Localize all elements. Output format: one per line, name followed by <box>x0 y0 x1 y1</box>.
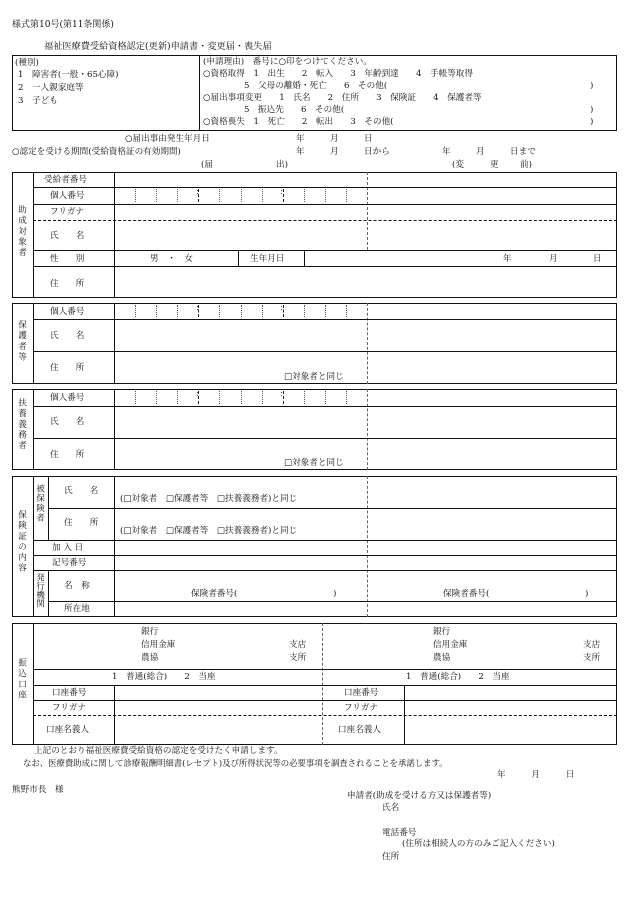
applicant-label: 申請者(助成を受ける方又は保護者等) <box>347 791 492 801</box>
subject-row-line <box>33 266 617 267</box>
insurer-number-label-changed: 保険者番号( <box>443 589 490 599</box>
declaration-line-1: 上記のとおり福祉医療費受給資格の認定を受けたく申請します。 <box>34 746 283 756</box>
supporter-mid-divider <box>367 389 368 470</box>
notified-header-open: (届 <box>201 160 213 170</box>
account-type-changed[interactable]: 1 普通(総合) 2 当座 <box>406 672 510 682</box>
insurer-number-close: ) <box>333 589 337 599</box>
bank-side-label: 振込口座 <box>16 658 27 701</box>
subject-birth-year: 年 <box>503 254 512 264</box>
mynumber-group-mark: ∶ <box>196 304 199 313</box>
issuer-side-divider <box>48 570 49 617</box>
subject-row-line <box>33 220 617 221</box>
period-from-day: 日から <box>364 147 390 157</box>
reason-header: (申請理由) 番号に○印をつけてください。 <box>203 57 372 67</box>
mynumber-cell-separator <box>346 391 347 404</box>
insurer-number-close-changed: ) <box>585 589 589 599</box>
mynumber-cell-separator <box>156 305 157 317</box>
account-kana-label: フリガナ <box>52 703 86 713</box>
insurance-side-divider <box>33 476 34 617</box>
bank-row-line <box>33 700 617 701</box>
changed-header-open: (変 <box>452 160 464 170</box>
bank-type-agri-changed[interactable]: 農協 <box>433 653 451 663</box>
insurance-row-line <box>33 555 617 556</box>
event-year: 年 <box>296 134 305 144</box>
subject-birth-month: 月 <box>549 254 558 264</box>
subject-address-label: 住 所 <box>50 279 85 289</box>
reason-line-loss[interactable]: ○資格喪失 1 死亡 2 転出 3 その他( <box>203 117 394 127</box>
mynumber-cell-separator <box>198 391 199 404</box>
insurance-mid-divider <box>367 476 368 617</box>
mynumber-cell-separator <box>135 305 136 317</box>
applicant-address-label: 住所 <box>382 852 400 862</box>
reason-close-paren: ) <box>590 117 594 127</box>
insured-name-label: 氏 名 <box>64 486 99 496</box>
category-header: (種別) <box>15 58 39 68</box>
subject-kana-label: フリガナ <box>50 207 84 217</box>
mynumber-cell-separator <box>156 391 157 404</box>
mynumber-cell-separator <box>219 391 220 404</box>
declaration-line-2: なお、医療費助成に関して診療報酬明細書(レセプト)及び所得状況等の必要事項を調査されることを承諾します。 <box>23 758 448 768</box>
mynumber-group-mark: ∶ <box>280 390 283 399</box>
mynumber-cell-separator <box>156 189 157 202</box>
mynumber-cell-separator <box>325 391 326 404</box>
subject-birth-label: 生年月日 <box>250 254 285 264</box>
account-type[interactable]: 1 普通(総合) 2 当座 <box>112 672 216 682</box>
mynumber-cell-separator <box>198 305 199 317</box>
reason-close-paren: ) <box>590 105 594 115</box>
supporter-same-checkbox[interactable]: □対象者と同じ <box>284 458 344 468</box>
bank-type-agri[interactable]: 農協 <box>141 653 159 663</box>
bank-row-line <box>33 669 617 670</box>
subject-mid-divider <box>367 172 368 250</box>
bank-row-line <box>33 685 617 686</box>
changed-header-close: 前) <box>520 160 532 170</box>
bank-type-bank-changed[interactable]: 銀行 <box>433 627 451 637</box>
mynumber-cell-separator <box>241 305 242 317</box>
mynumber-cell-separator <box>325 305 326 317</box>
insurance-section <box>12 476 617 617</box>
bank-type-credit-changed[interactable]: 信用金庫 <box>433 640 468 650</box>
mynumber-cell-separator <box>135 391 136 404</box>
mynumber-group-mark: ∶ <box>280 188 283 197</box>
mynumber-cell-separator <box>219 305 220 317</box>
reason-line-change-2[interactable]: 5 振込先 6 その他( <box>244 105 345 115</box>
insurance-row-line <box>33 570 617 571</box>
insured-side-label: 被保険者 <box>34 484 45 523</box>
mynumber-cell-separator <box>262 391 263 404</box>
mynumber-cell-separator <box>219 189 220 202</box>
mynumber-group-mark: ∶ <box>280 304 283 313</box>
mynumber-cell-separator <box>304 189 305 202</box>
applicant-address-note: (住所は相続人の方のみご記入ください) <box>402 839 555 849</box>
insured-address-label: 住 所 <box>64 518 99 528</box>
insured-name-same-options[interactable]: (□対象者 □保護者等 □扶養義務者)と同じ <box>120 494 298 504</box>
mynumber-group-mark: ∶ <box>196 188 199 197</box>
period-to-year: 年 <box>442 147 451 157</box>
account-holder-label: 口座名義人 <box>46 725 89 735</box>
mynumber-cell-separator <box>280 304 284 317</box>
mynumber-cell-separator <box>262 305 263 317</box>
guardian-name-label: 氏 名 <box>50 331 85 341</box>
event-date-label: ○届出事由発生年月日 <box>125 134 210 144</box>
symbol-number-label: 記号番号 <box>52 558 87 568</box>
insurance-row-line <box>33 540 617 541</box>
bank-branch-office[interactable]: 支所 <box>289 653 307 663</box>
guardian-mynumber-cells[interactable] <box>114 303 367 319</box>
supporter-name-label: 氏 名 <box>50 417 85 427</box>
insurance-label-divider <box>114 476 115 617</box>
supporter-mynumber-cells[interactable] <box>114 389 367 406</box>
issuer-name-label: 名 称 <box>64 581 90 591</box>
bank-section <box>12 623 617 745</box>
mynumber-cell-separator <box>177 189 178 202</box>
mynumber-cell-separator <box>177 305 178 317</box>
bank-branch-changed[interactable]: 支店 <box>583 640 601 650</box>
mynumber-cell-separator <box>280 188 284 202</box>
subject-sex-options[interactable]: 男 ・ 女 <box>150 254 193 264</box>
bank-type-credit[interactable]: 信用金庫 <box>141 640 176 650</box>
period-to-month: 月 <box>476 147 485 157</box>
event-day: 日 <box>364 134 373 144</box>
subject-name-label: 氏 名 <box>50 231 85 241</box>
supporter-address-label: 住 所 <box>50 450 85 460</box>
subject-birth-day: 日 <box>593 254 602 264</box>
insurance-side-label: 保険証の内容 <box>16 510 27 574</box>
category-item-1: 1 障害者(一般・65心障) <box>18 70 119 80</box>
mynumber-group-mark: ∶ <box>196 390 199 399</box>
mynumber-cell-separator <box>325 189 326 202</box>
account-number-label-changed: 口座番号 <box>344 688 379 698</box>
guardian-row-line <box>33 351 617 352</box>
period-label: ○認定を受ける期間(受給資格証の有効期間) <box>12 147 181 157</box>
guardian-mynumber-label: 個人番号 <box>50 307 85 317</box>
category-item-3: 3 子ども <box>18 96 58 106</box>
addressee: 熊野市長 様 <box>12 785 64 795</box>
bank-row-line <box>33 715 617 716</box>
supporter-row-line <box>33 438 617 439</box>
mynumber-cell-separator <box>304 391 305 404</box>
period-from-year: 年 <box>296 147 305 157</box>
subject-side-divider <box>33 172 34 298</box>
notified-header-close: 出) <box>276 160 288 170</box>
form-title: 福祉医療費受給資格認定(更新)申請書・変更届・喪失届 <box>44 41 272 52</box>
guardian-address-label: 住 所 <box>50 363 85 373</box>
bank-side-divider <box>33 623 34 745</box>
period-to-day: 日まで <box>510 147 536 157</box>
category-item-2: 2 一人親家庭等 <box>18 83 84 93</box>
mynumber-cell-separator <box>177 391 178 404</box>
supporter-row-line <box>33 406 617 407</box>
mynumber-cell-separator <box>135 189 136 202</box>
guardian-side-divider <box>33 303 34 384</box>
guardian-row-line <box>33 319 617 320</box>
subject-row-line <box>33 204 617 205</box>
mynumber-cell-separator <box>280 390 284 404</box>
account-kana-label-changed: フリガナ <box>344 703 378 713</box>
join-date-label: 加 入 日 <box>52 543 84 553</box>
reason-line-acquire-2[interactable]: 5 父母の離婚・死亡 6 その他( <box>244 81 388 91</box>
insurance-row-line <box>48 508 617 509</box>
period-from-month: 月 <box>330 147 339 157</box>
bank-type-bank[interactable]: 銀行 <box>141 627 159 637</box>
event-month: 月 <box>330 134 339 144</box>
supporter-side-divider <box>33 389 34 470</box>
applicant-name-label: 氏名 <box>382 803 400 813</box>
reason-line-change[interactable]: ○届出事項変更 1 氏名 2 住所 3 保険証 4 保護者等 <box>203 93 482 103</box>
applicant-phone-label: 電話番号 <box>382 828 417 838</box>
insured-address-same-options[interactable]: (□対象者 □保護者等 □扶養義務者)と同じ <box>120 526 298 536</box>
mynumber-cell-separator <box>262 189 263 202</box>
declaration-date: 年 月 日 <box>497 770 575 780</box>
supporter-mynumber-label: 個人番号 <box>50 393 85 403</box>
form-number: 様式第10号(第11条関係) <box>12 20 114 30</box>
guardian-mid-divider <box>367 303 368 384</box>
subject-side-label: 助成対象者 <box>16 205 27 258</box>
mynumber-cell-separator <box>304 305 305 317</box>
subject-mynumber-label: 個人番号 <box>50 191 85 201</box>
subject-sex-divider <box>238 250 239 266</box>
insurer-number-label: 保険者番号( <box>191 589 238 599</box>
changed-header-mid: 更 <box>490 160 499 170</box>
subject-mynumber-cells[interactable] <box>114 187 367 204</box>
subject-birth-divider <box>304 250 305 266</box>
category-divider <box>199 55 200 131</box>
issuer-side-label: 発行機関 <box>34 573 45 608</box>
mynumber-cell-separator <box>198 189 199 202</box>
supporter-side-label: 扶養義務者 <box>16 398 27 451</box>
reason-close-paren: ) <box>590 81 594 91</box>
account-holder-label-changed: 口座名義人 <box>338 725 381 735</box>
bank-branch[interactable]: 支店 <box>289 640 307 650</box>
mynumber-cell-separator <box>241 189 242 202</box>
guardian-side-label: 保護者等 <box>16 320 27 363</box>
subject-row-line <box>33 250 617 251</box>
issuer-location-label: 所在地 <box>64 604 90 614</box>
guardian-same-checkbox[interactable]: □対象者と同じ <box>284 372 344 382</box>
subject-sex-label: 性 別 <box>50 254 85 264</box>
account-number-label: 口座番号 <box>52 688 87 698</box>
mynumber-cell-separator <box>346 305 347 317</box>
mynumber-cell-separator <box>241 391 242 404</box>
insurance-row-line <box>48 601 617 602</box>
mynumber-cell-separator <box>346 189 347 202</box>
recipient-no-label: 受給者番号 <box>44 175 87 185</box>
bank-mid-divider <box>322 623 323 745</box>
bank-branch-office-changed[interactable]: 支所 <box>583 653 601 663</box>
reason-line-acquire[interactable]: ○資格取得 1 出生 2 転入 3 年齢到達 4 手帳等取得 <box>203 69 473 79</box>
